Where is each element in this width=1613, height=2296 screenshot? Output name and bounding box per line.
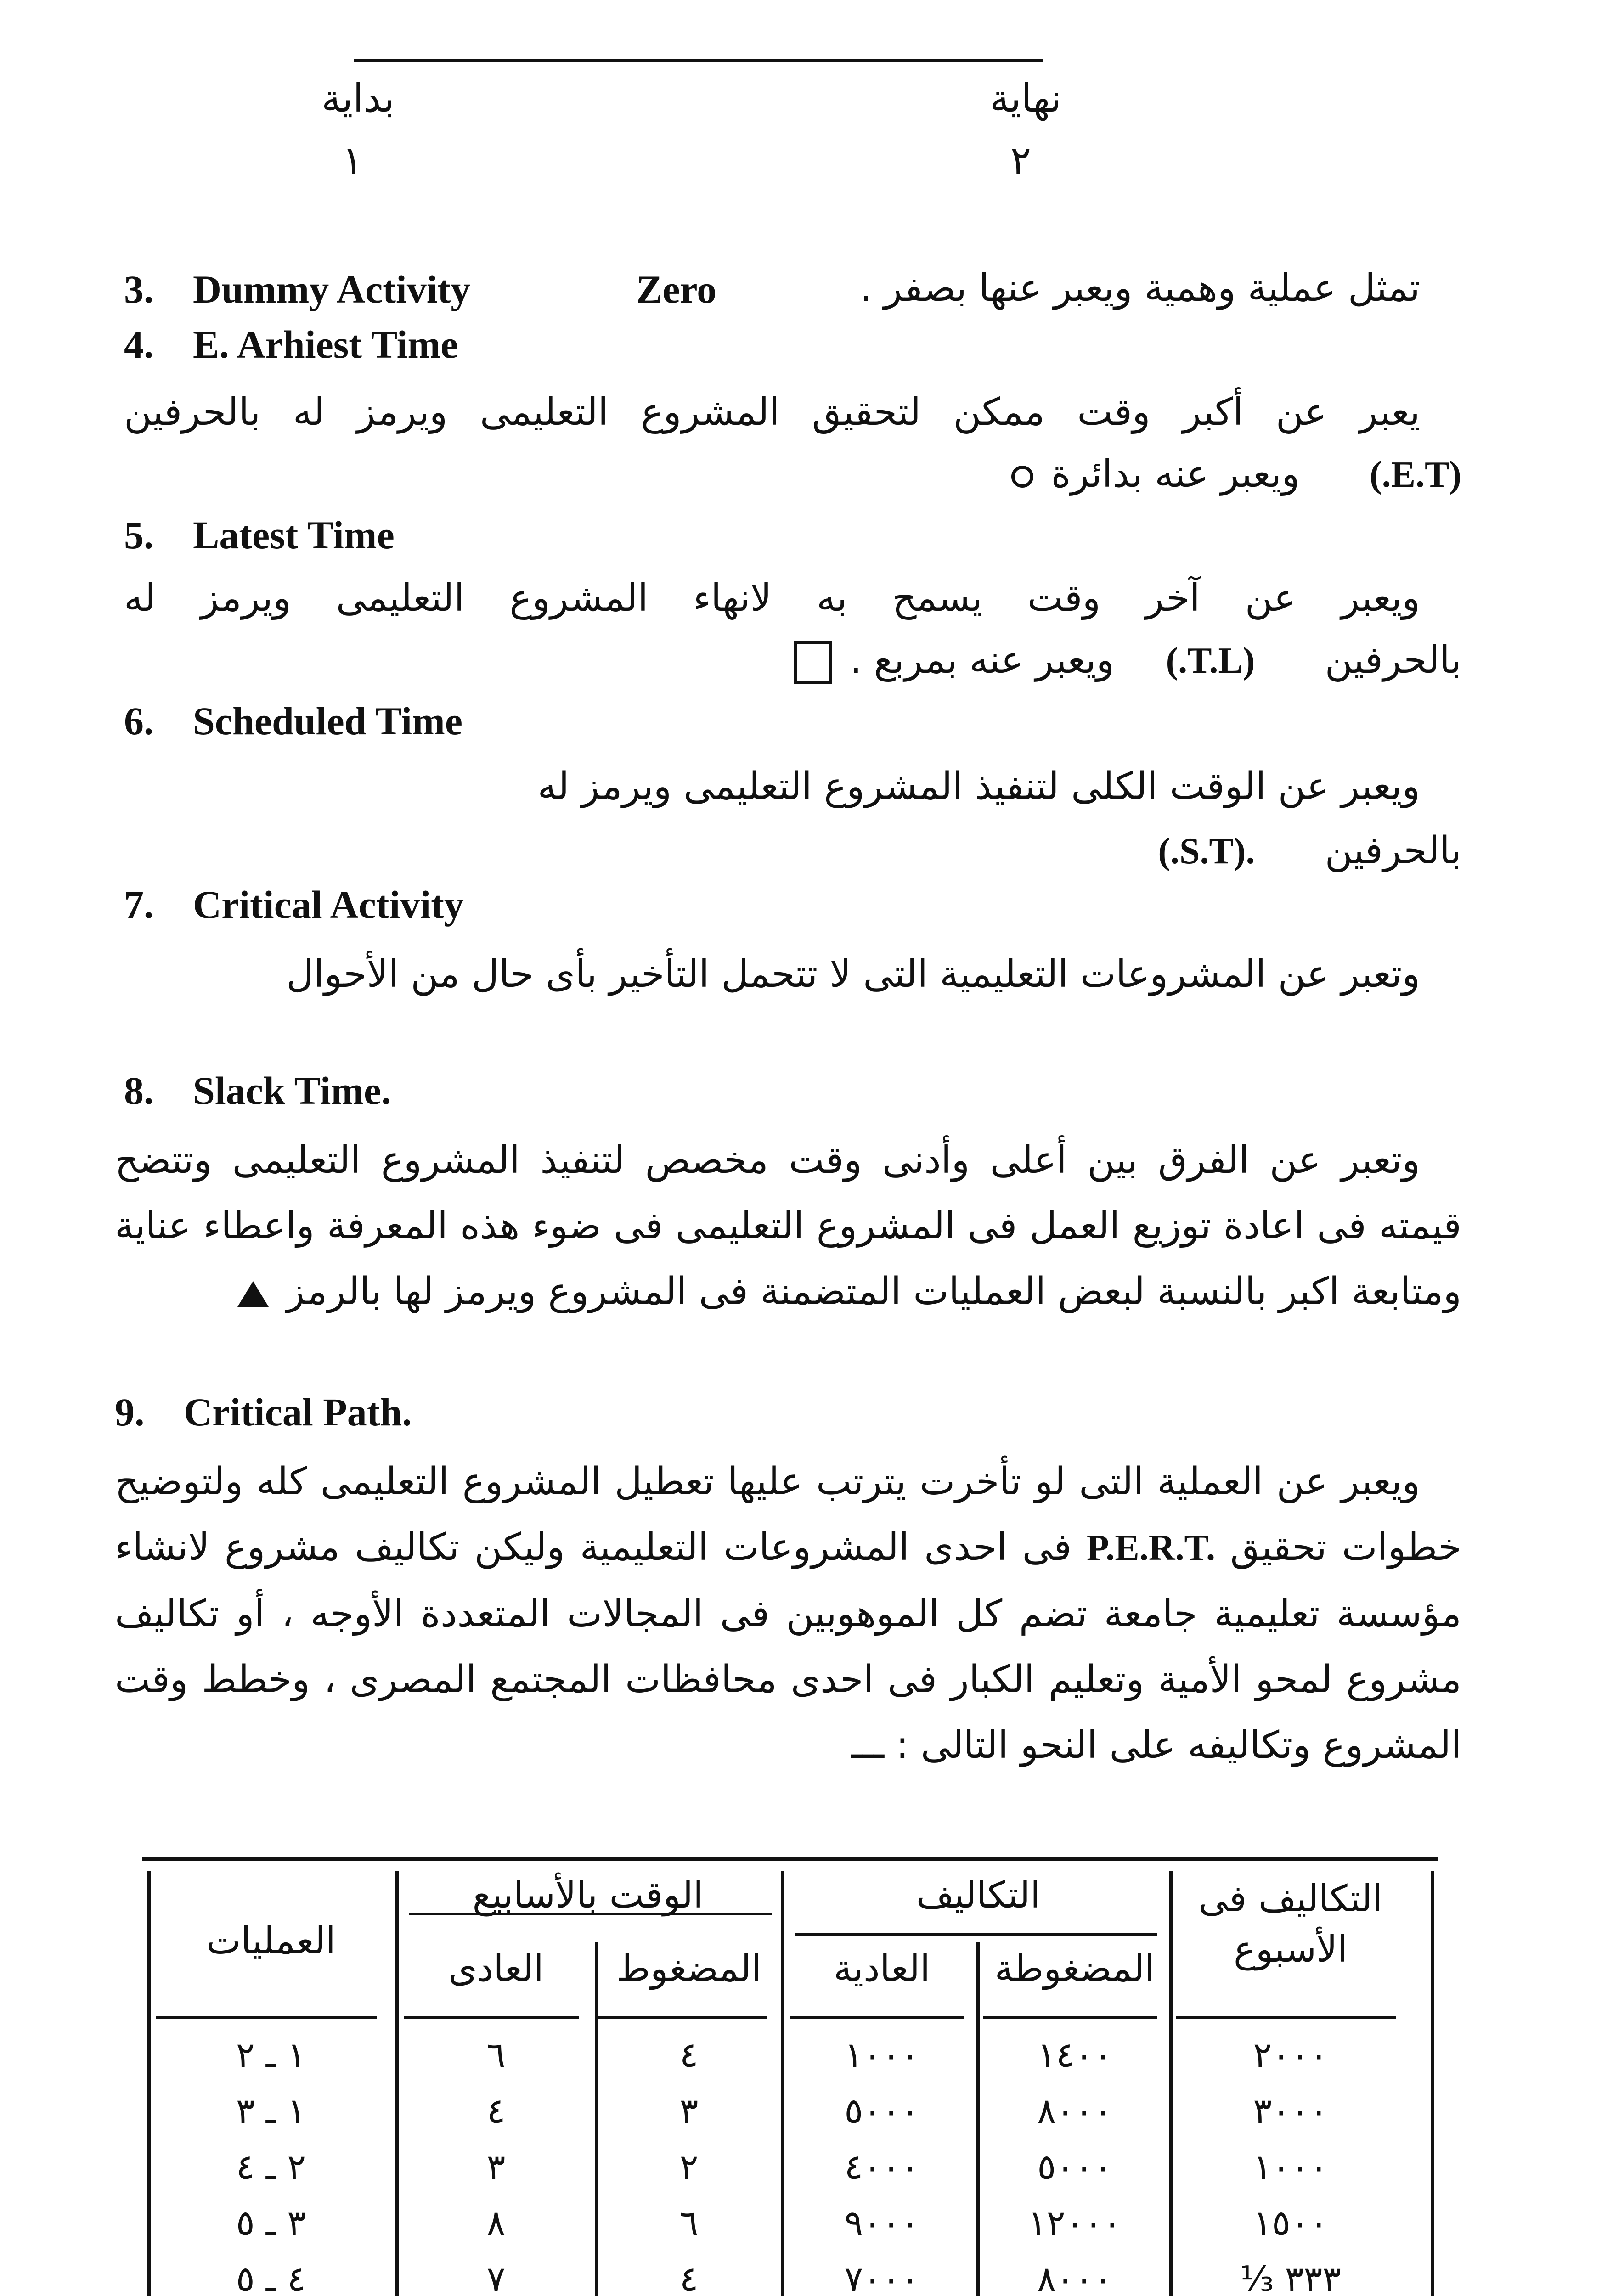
cell-crash-time: ٢ (679, 2146, 699, 2187)
triangle-symbol-icon (237, 1281, 269, 1307)
cell-normal-cost: ٤٠٠٠ (844, 2146, 919, 2187)
item-7-number: 7. (124, 883, 154, 927)
item-5-number: 5. (124, 513, 154, 557)
table-vline (781, 1871, 784, 2296)
cell-operation: ٣ ـ ٥ (236, 2202, 306, 2243)
cell-normal-cost: ٩٠٠٠ (844, 2202, 919, 2243)
item-5-term: Latest Time (193, 513, 395, 557)
cell-normal-time: ٨ (486, 2202, 506, 2243)
item-5-line2a: بالحرفين (1325, 638, 1461, 682)
item-9-number: 9. (115, 1390, 145, 1434)
cell-crash-time: ٣ (679, 2090, 699, 2131)
header-rule (983, 2016, 1157, 2019)
cell-crash-time: ٤ (679, 2034, 699, 2075)
item-4-line2 (1006, 452, 1461, 496)
item-8-paragraph (115, 1127, 1461, 1324)
item-4-desc: ويعبر عنه بدائرة (1051, 452, 1300, 496)
item-9-term: Critical Path. (184, 1390, 412, 1434)
item-9-text-a: ويعبر عن العملية التى لو تأخرت يترتب عليها تعطيل المشروع التعليمى كله ولتوضيح خطوات تحقيق (115, 1460, 1461, 1569)
cell-weekly-cost: ١٠٠٠ (1253, 2146, 1328, 2187)
item-4-abbr: (E.T.) (1370, 455, 1461, 495)
item-5-line1: ويعبر عن آخر وقت يسمح به لانهاء المشروع التعليمى ويرمز له (124, 576, 1420, 620)
cell-crash-cost: ٨٠٠٠ (1037, 2090, 1112, 2131)
item-3-number: 3. (124, 267, 154, 311)
header-rule (156, 2016, 377, 2019)
header-operations: العمليات (206, 1919, 336, 1962)
item-9-pert: P.E.R.T. (1086, 1528, 1215, 1568)
header-rule (404, 2016, 579, 2019)
cell-normal-time: ٣ (486, 2146, 506, 2187)
subheader-rule (795, 1933, 1157, 1936)
table-vline (1169, 1871, 1173, 2296)
header-crash-cost: المضغوطة (994, 1947, 1155, 1990)
item-7-term: Critical Activity (193, 883, 464, 927)
cell-normal-cost: ٧٠٠٠ (844, 2258, 919, 2296)
table-vline (395, 1871, 399, 2296)
table-vline (147, 1871, 151, 2296)
cell-weekly-cost: ١٥٠٠ (1253, 2202, 1328, 2243)
item-6-line2 (1158, 829, 1461, 872)
item-9-text-b: فى احدى المشروعات التعليمية وليكن تكاليف مشروع لانشاء مؤسسة تعليمية جامعة تضم كل الموهوبين فى المجالات المتعددة الأوجه ، أو تكاليف مشروع لمحو الأمية وتعليم الكبار فى احدى محافظات المجتمع المصرى ، وخطط وقت المشروع وتكاليفه على النحو التالى : ـــ (115, 1525, 1461, 1767)
header-crash-time: المضغوط (616, 1947, 762, 1990)
item-3-zero: Zero (636, 267, 717, 311)
table-vline (976, 1942, 980, 2296)
header-rule (790, 2016, 964, 2019)
item-3-arabic: تمثل عملية وهمية ويعبر عنها بصفر . (860, 266, 1420, 310)
end-label: نهاية (990, 76, 1062, 121)
header-normal-time: العادى (448, 1947, 544, 1990)
item-6-line1: ويعبر عن الوقت الكلى لتنفيذ المشروع التعليمى ويرمز له (537, 765, 1420, 808)
item-5-line2b: ويعبر عنه بمربع . (850, 638, 1115, 682)
header-time-weeks: الوقت بالأسابيع (472, 1874, 704, 1916)
table-top-rule (142, 1857, 1438, 1861)
cell-normal-time: ٤ (486, 2090, 506, 2131)
cell-normal-cost: ١٠٠٠ (844, 2034, 919, 2075)
cell-weekly-cost: ٣٠٠٠ (1253, 2090, 1328, 2131)
item-4-number: 4. (124, 322, 154, 366)
item-4-term: E. Arhiest Time (193, 322, 458, 366)
item-4-line1: يعبر عن أكبر وقت ممكن لتحقيق المشروع التعليمى ويرمز له بالحرفين (124, 390, 1420, 434)
item-5-line2 (788, 638, 1461, 684)
start-label: بداية (321, 76, 395, 121)
cell-operation: ١ ـ ٣ (236, 2090, 306, 2131)
cell-crash-cost: ٨٠٠٠ (1037, 2258, 1112, 2296)
table-vline (1431, 1871, 1434, 2296)
top-rule (354, 59, 1043, 62)
cell-weekly-cost: ٢٠٠٠ (1253, 2034, 1328, 2075)
cell-crash-time: ٤ (679, 2258, 699, 2296)
cell-normal-time: ٧ (486, 2258, 506, 2296)
item-8-term: Slack Time. (193, 1069, 391, 1113)
cell-operation: ٢ ـ ٤ (236, 2146, 306, 2187)
cell-operation: ٤ ـ ٥ (236, 2258, 306, 2296)
item-5-abbr: (T.L.) (1166, 641, 1255, 681)
item-6-line2-text: بالحرفين (1325, 829, 1461, 872)
header-rule (1176, 2016, 1396, 2019)
cell-crash-cost: ٥٠٠٠ (1037, 2146, 1112, 2187)
cell-crash-time: ٦ (679, 2202, 699, 2243)
cell-crash-cost: ١٢٠٠٠ (1027, 2202, 1122, 2243)
item-6-number: 6. (124, 699, 154, 743)
cell-normal-cost: ٥٠٠٠ (844, 2090, 919, 2131)
start-number: ١ (342, 138, 363, 183)
header-costs: التكاليف (916, 1874, 1041, 1916)
header-rule (597, 2016, 767, 2019)
cell-operation: ١ ـ ٢ (236, 2034, 306, 2075)
item-6-term: Scheduled Time (193, 699, 463, 743)
item-9-paragraph (115, 1449, 1461, 1778)
cell-normal-time: ٦ (486, 2034, 506, 2075)
item-7-text: وتعبر عن المشروعات التعليمية التى لا تتحمل التأخير بأى حال من الأحوال (286, 952, 1420, 996)
cell-crash-cost: ١٤٠٠ (1037, 2034, 1112, 2075)
item-8-number: 8. (124, 1069, 154, 1113)
item-8-text: وتعبر عن الفرق بين أعلى وأدنى وقت مخصص لتنفيذ المشروع التعليمى وتتضح قيمته فى اعادة توزيع العمل فى المشروع التعليمى فى ضوء هذه المعرفة واعطاء عناية ومتابعة اكبر بالنسبة لبعض العمليات المتضمنة فى المشروع ويرمز لها بالرمز (115, 1138, 1461, 1313)
item-6-abbr: .(S.T.) (1158, 831, 1255, 872)
header-weekly-cost: التكاليف فى الأسبوع (1198, 1877, 1383, 1970)
item-3-term: Dummy Activity (193, 267, 471, 311)
square-symbol-icon (794, 641, 832, 684)
cell-weekly-cost: ٣٣٣ ⅓ (1240, 2258, 1342, 2296)
circle-symbol-icon (1011, 466, 1033, 488)
end-number: ٢ (1010, 138, 1032, 183)
header-normal-cost: العادية (833, 1947, 931, 1990)
